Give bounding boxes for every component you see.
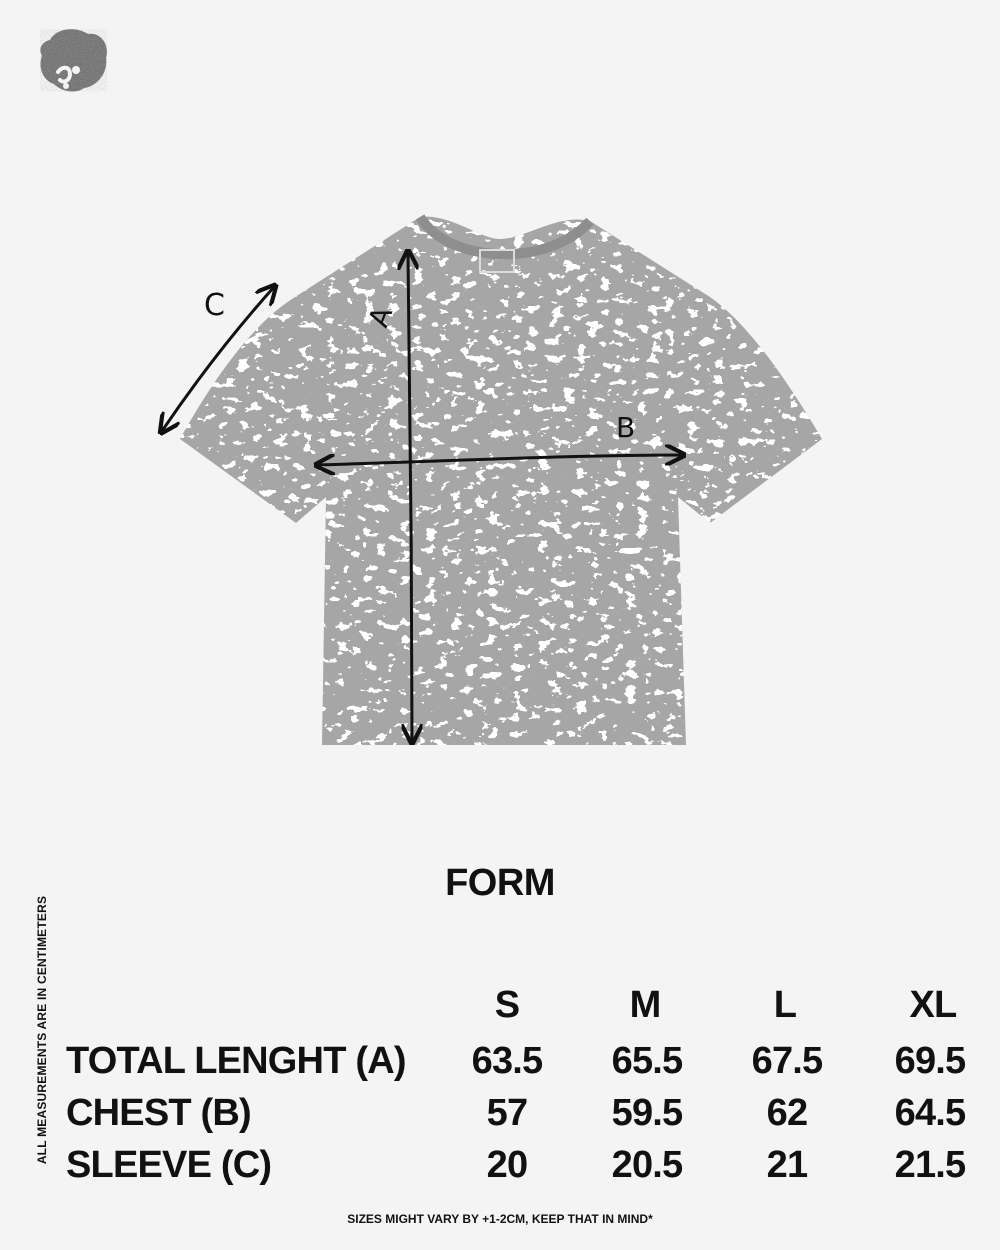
tshirt-diagram (150, 205, 840, 765)
table-cell: 63.5 (471, 1040, 543, 1082)
table-cell: 64.5 (894, 1092, 966, 1134)
row-label-chest: CHEST (B) (66, 1092, 251, 1134)
size-variance-footnote: SIZES MIGHT VARY BY +1-2CM, KEEP THAT IN MIND* (347, 1212, 653, 1226)
size-header-l: L (773, 984, 797, 1026)
row-label-total-length: TOTAL LENGHT (A) (66, 1040, 406, 1082)
table-cell: 67.5 (751, 1040, 823, 1082)
blob-logo-icon (36, 26, 112, 96)
size-header-xl: XL (909, 984, 957, 1026)
table-cell: 69.5 (894, 1040, 966, 1082)
size-header-s: S (494, 984, 520, 1026)
size-header-m: M (629, 984, 661, 1026)
table-cell: 21 (766, 1144, 808, 1186)
table-cell: 65.5 (611, 1040, 683, 1082)
table-cell: 20 (486, 1144, 528, 1186)
measurement-unit-note: ALL MEASUREMENTS ARE IN CENTIMETERS (35, 895, 49, 1165)
table-cell: 62 (766, 1092, 808, 1134)
product-title: FORM (445, 862, 555, 904)
table-cell: 20.5 (611, 1144, 683, 1186)
row-label-sleeve: SLEEVE (C) (66, 1144, 272, 1186)
table-cell: 57 (486, 1092, 528, 1134)
tshirt-shape (180, 217, 822, 745)
table-cell: 59.5 (611, 1092, 683, 1134)
table-cell: 21.5 (894, 1144, 966, 1186)
label-a: A (361, 302, 400, 332)
label-c: C (204, 288, 225, 323)
label-b: B (616, 411, 636, 444)
